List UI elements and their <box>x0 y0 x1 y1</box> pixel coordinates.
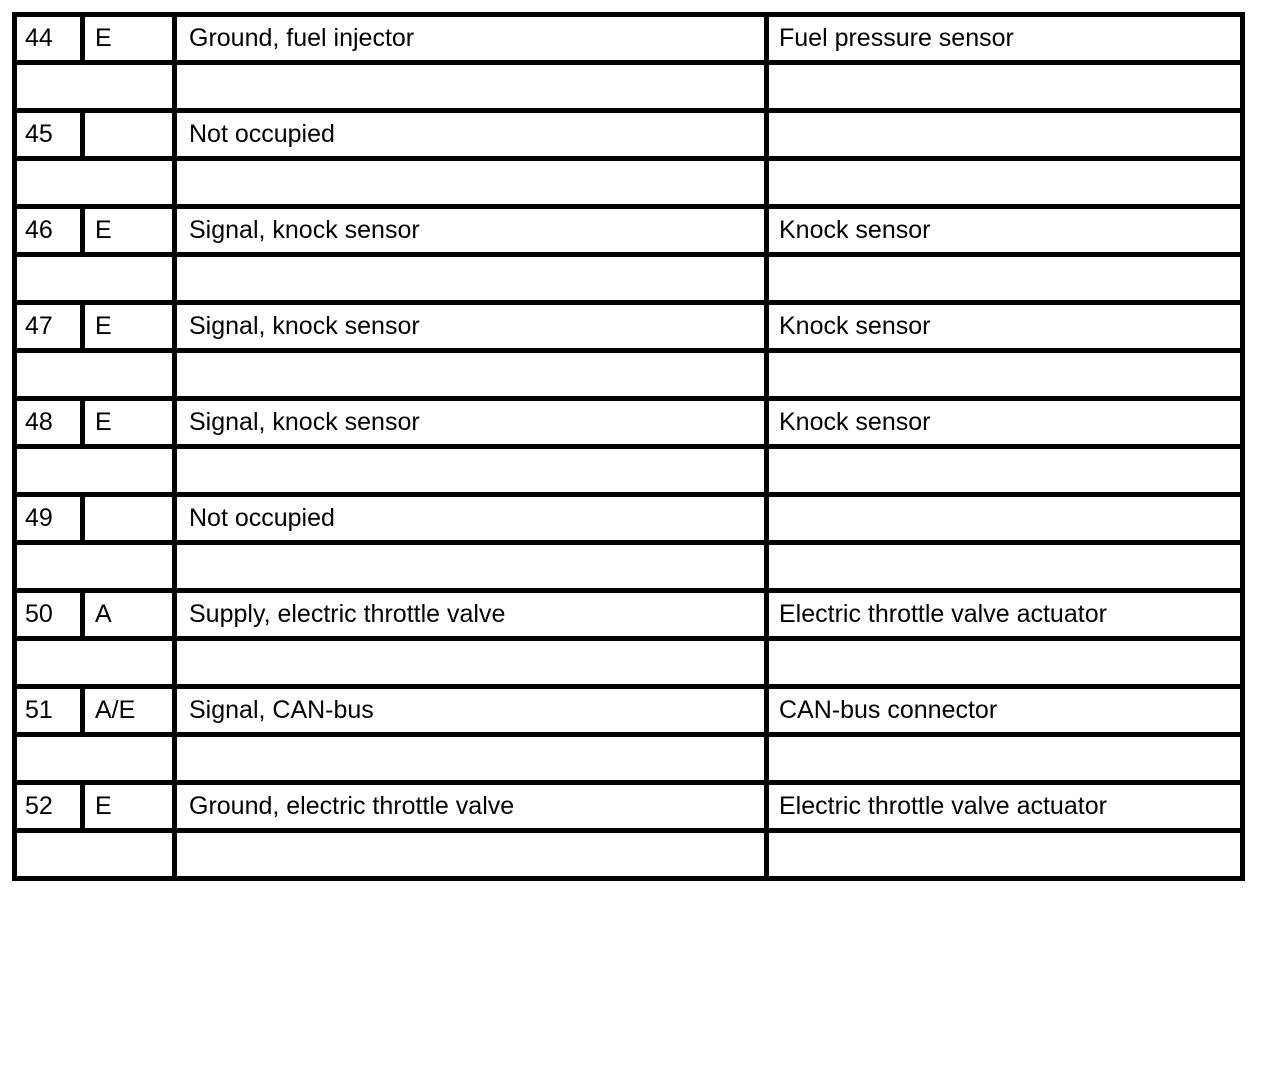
table-row <box>15 399 1243 447</box>
empty-cell <box>175 351 767 399</box>
function-cell: Signal, knock sensor <box>175 207 767 255</box>
signal-type-cell: E <box>83 15 175 63</box>
empty-cell <box>767 63 1243 111</box>
function-cell: Signal, knock sensor <box>175 399 767 447</box>
empty-cell <box>15 639 175 687</box>
empty-cell <box>767 159 1243 207</box>
empty-cell <box>767 735 1243 783</box>
spacer-row <box>15 255 1243 303</box>
pin-number-cell: 46 <box>15 207 83 255</box>
signal-type-cell: E <box>83 783 175 831</box>
empty-cell <box>15 447 175 495</box>
component-cell: CAN-bus connector <box>767 687 1243 735</box>
signal-type-cell: E <box>83 207 175 255</box>
function-cell: Not occupied <box>175 495 767 543</box>
component-cell <box>767 111 1243 159</box>
table-row <box>15 303 1243 351</box>
component-cell: Knock sensor <box>767 399 1243 447</box>
spacer-row <box>15 63 1243 111</box>
table-row <box>15 207 1243 255</box>
component-cell <box>767 495 1243 543</box>
pin-number-cell: 52 <box>15 783 83 831</box>
empty-cell <box>767 447 1243 495</box>
empty-cell <box>15 543 175 591</box>
pin-assignment-table <box>12 12 1245 881</box>
empty-cell <box>767 639 1243 687</box>
function-cell: Ground, fuel injector <box>175 15 767 63</box>
pin-number-cell: 49 <box>15 495 83 543</box>
component-cell: Fuel pressure sensor <box>767 15 1243 63</box>
signal-type-cell: E <box>83 303 175 351</box>
empty-cell <box>175 831 767 879</box>
empty-cell <box>767 351 1243 399</box>
function-cell: Ground, electric throttle valve <box>175 783 767 831</box>
component-cell: Electric throttle valve actuator <box>767 783 1243 831</box>
pin-number-cell: 47 <box>15 303 83 351</box>
pin-number-cell: 50 <box>15 591 83 639</box>
component-cell: Knock sensor <box>767 303 1243 351</box>
empty-cell <box>767 831 1243 879</box>
spacer-row <box>15 159 1243 207</box>
pin-table-body <box>15 15 1243 879</box>
spacer-row <box>15 735 1243 783</box>
empty-cell <box>15 255 175 303</box>
empty-cell <box>15 351 175 399</box>
spacer-row <box>15 831 1243 879</box>
empty-cell <box>175 63 767 111</box>
table-row <box>15 111 1243 159</box>
empty-cell <box>175 159 767 207</box>
pin-number-cell: 45 <box>15 111 83 159</box>
spacer-row <box>15 543 1243 591</box>
table-row <box>15 687 1243 735</box>
function-cell: Signal, CAN-bus <box>175 687 767 735</box>
spacer-row <box>15 351 1243 399</box>
table-row <box>15 783 1243 831</box>
signal-type-cell <box>83 495 175 543</box>
function-cell: Signal, knock sensor <box>175 303 767 351</box>
function-cell: Not occupied <box>175 111 767 159</box>
signal-type-cell: E <box>83 399 175 447</box>
pin-number-cell: 44 <box>15 15 83 63</box>
spacer-row <box>15 447 1243 495</box>
empty-cell <box>175 735 767 783</box>
signal-type-cell <box>83 111 175 159</box>
pin-number-cell: 51 <box>15 687 83 735</box>
empty-cell <box>15 63 175 111</box>
empty-cell <box>175 543 767 591</box>
table-row <box>15 15 1243 63</box>
empty-cell <box>767 543 1243 591</box>
function-cell: Supply, electric throttle valve <box>175 591 767 639</box>
empty-cell <box>15 831 175 879</box>
signal-type-cell: A <box>83 591 175 639</box>
empty-cell <box>175 255 767 303</box>
component-cell: Knock sensor <box>767 207 1243 255</box>
table-row <box>15 591 1243 639</box>
table-row <box>15 495 1243 543</box>
component-cell: Electric throttle valve actuator <box>767 591 1243 639</box>
empty-cell <box>175 639 767 687</box>
empty-cell <box>175 447 767 495</box>
empty-cell <box>15 735 175 783</box>
signal-type-cell: A/E <box>83 687 175 735</box>
empty-cell <box>767 255 1243 303</box>
spacer-row <box>15 639 1243 687</box>
pin-number-cell: 48 <box>15 399 83 447</box>
empty-cell <box>15 159 175 207</box>
